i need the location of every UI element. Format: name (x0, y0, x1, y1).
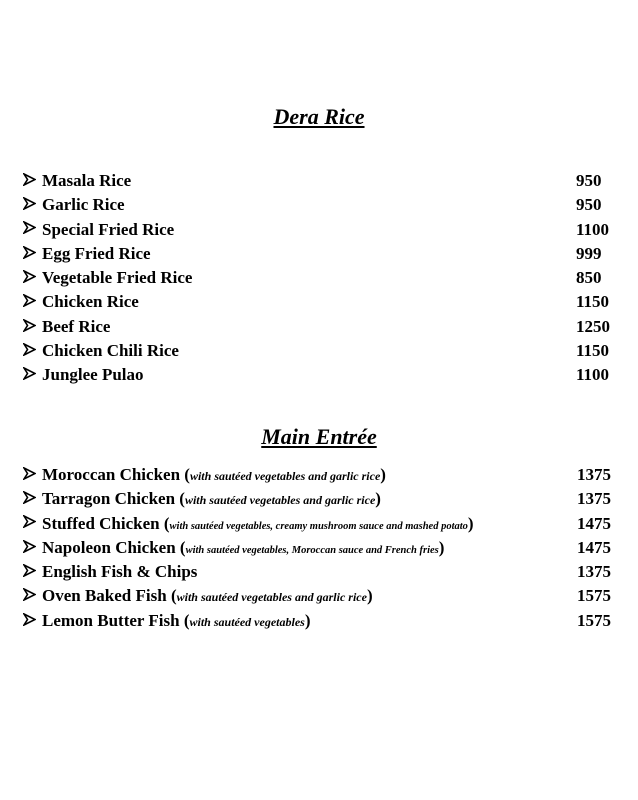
item-title: Oven Baked Fish (42, 586, 167, 606)
arrow-bullet-icon (23, 512, 36, 536)
item-price: 1375 (577, 465, 611, 484)
arrow-bullet-icon (23, 315, 36, 339)
section-title-dera-rice: Dera Rice (273, 104, 365, 129)
menu-item (0, 339, 638, 363)
item-title: Napoleon Chicken (42, 537, 176, 557)
item-description: with sautéed vegetables and garlic rice (189, 469, 381, 483)
item-title: Moroccan Chicken (42, 465, 181, 484)
item-name: Beef Rice (42, 316, 111, 336)
item-name: Special Fried Rice (42, 219, 175, 239)
arrow-bullet-icon (23, 463, 36, 487)
menu-item (0, 169, 638, 193)
dera-rice-list (0, 169, 638, 388)
arrow-bullet-icon (23, 218, 36, 242)
item-name: Chicken Rice (42, 292, 139, 312)
item-price: 1475 (577, 513, 611, 533)
menu-item (0, 290, 638, 314)
arrow-bullet-icon (23, 487, 36, 511)
item-name: Stuffed Chicken (with sautéed vegetables, creamy mushroom sauce and mashed potato) (42, 513, 474, 533)
menu-item (0, 363, 638, 387)
item-title: Tarragon Chicken (42, 489, 176, 509)
menu-item (0, 512, 638, 536)
item-price: 1100 (576, 219, 610, 239)
menu-item (0, 536, 638, 560)
item-name: Junglee Pulao (42, 365, 144, 385)
arrow-bullet-icon (23, 242, 36, 266)
arrow-bullet-icon (23, 169, 36, 193)
item-name: Napoleon Chicken (with sautéed vegetables, Moroccan sauce and French fries) (42, 537, 445, 557)
item-name: Tarragon Chicken (with sautéed vegetables and garlic rice) (42, 489, 381, 509)
menu-item (0, 560, 638, 584)
menu-item (0, 487, 638, 511)
menu-item (0, 266, 638, 290)
item-name: Oven Baked Fish (with sautéed vegetables and garlic rice) (42, 586, 373, 606)
menu-item (0, 242, 638, 266)
item-price: 999 (576, 243, 602, 263)
item-description: with sautéed vegetables (189, 614, 305, 629)
item-name: Chicken Chili Rice (42, 341, 179, 361)
item-price: 1150 (576, 292, 610, 312)
item-price: 950 (576, 195, 602, 215)
arrow-bullet-icon (23, 560, 36, 584)
item-price: 1150 (576, 341, 610, 361)
arrow-bullet-icon (23, 609, 36, 633)
menu-item (0, 584, 638, 608)
menu-item (0, 218, 638, 242)
arrow-bullet-icon (23, 193, 36, 217)
item-description: with sautéed vegetables and garlic rice (184, 493, 376, 508)
arrow-bullet-icon (23, 536, 36, 560)
item-price: 1375 (577, 562, 611, 582)
item-price: 1375 (577, 489, 611, 509)
item-description: with sautéed vegetables, Moroccan sauce and French fries (185, 544, 439, 556)
arrow-bullet-icon (23, 363, 36, 387)
section-title-main-entree: Main Entrée (261, 424, 377, 449)
item-title: Lemon Butter Fish (42, 610, 180, 630)
item-name: Vegetable Fried Rice (42, 268, 193, 288)
item-title: Stuffed Chicken (42, 513, 160, 533)
item-name: Moroccan Chicken (with sautéed vegetables and garlic rice) (42, 465, 386, 484)
item-name: Masala Rice (42, 171, 132, 190)
menu-item (0, 193, 638, 217)
main-entree-list (0, 463, 638, 633)
item-price: 1575 (577, 586, 611, 606)
menu-item (0, 463, 638, 487)
arrow-bullet-icon (23, 584, 36, 608)
item-name: Garlic Rice (42, 195, 125, 215)
menu-item (0, 609, 638, 633)
item-price: 950 (576, 171, 602, 190)
item-name: English Fish & Chips (42, 562, 198, 582)
item-price: 1575 (577, 610, 611, 630)
item-price: 1250 (576, 316, 610, 336)
item-price: 1100 (576, 365, 610, 385)
arrow-bullet-icon (23, 266, 36, 290)
menu-item (0, 315, 638, 339)
item-description: with sautéed vegetables and garlic rice (176, 590, 367, 605)
arrow-bullet-icon (23, 339, 36, 363)
item-description: with sautéed vegetables, creamy mushroom sauce and mashed potato (169, 520, 468, 532)
item-price: 1475 (577, 537, 611, 557)
item-price: 850 (576, 268, 602, 288)
item-name: Lemon Butter Fish (with sautéed vegetables) (42, 610, 311, 630)
arrow-bullet-icon (23, 290, 36, 314)
item-name: Egg Fried Rice (42, 243, 151, 263)
